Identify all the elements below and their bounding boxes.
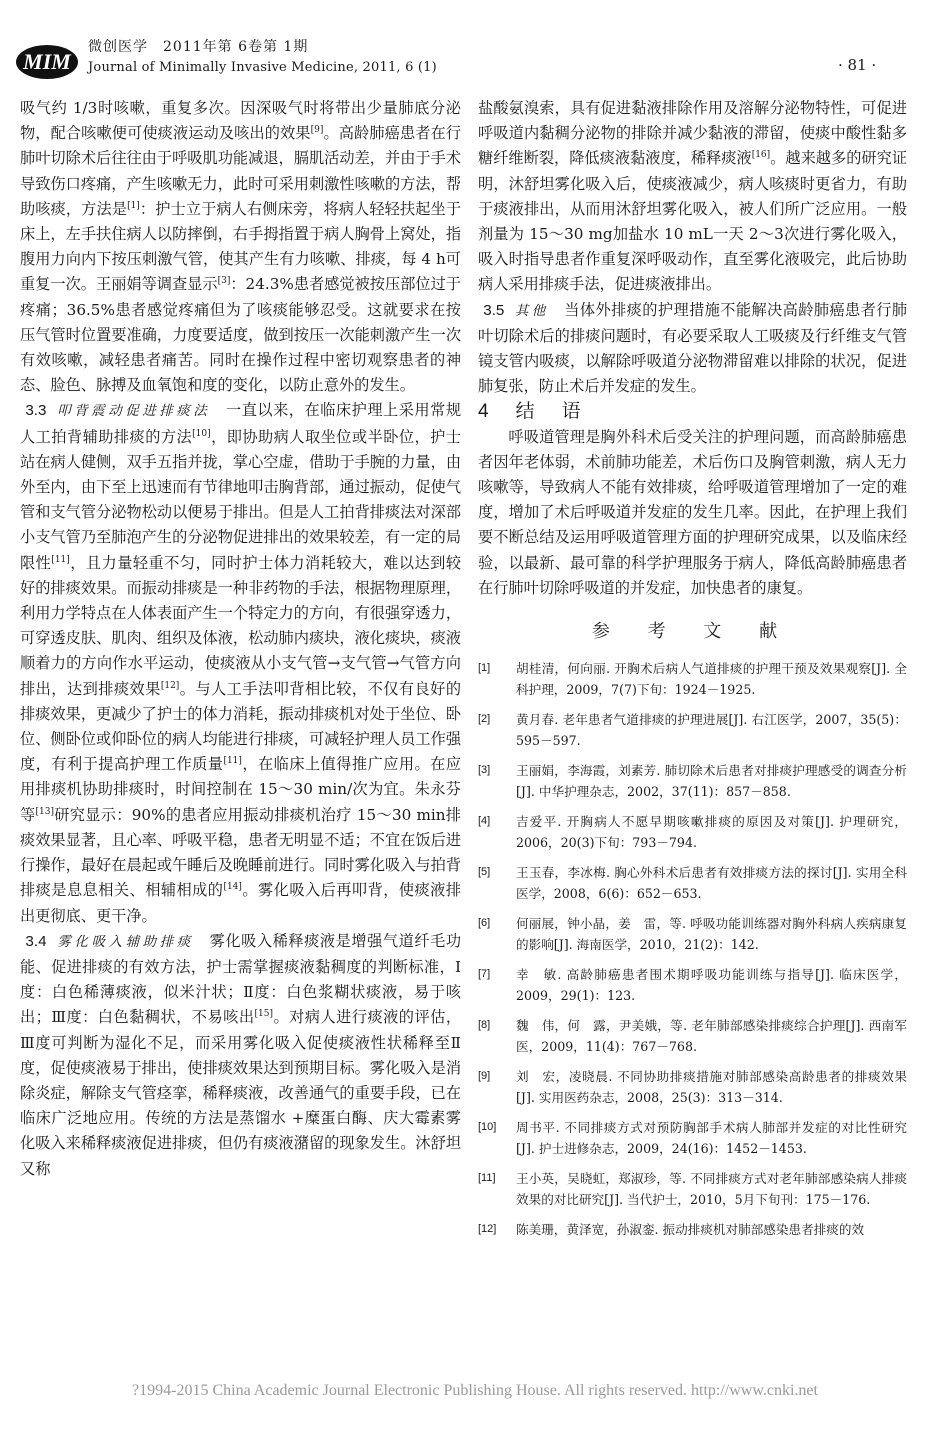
reference-item [478, 1219, 907, 1240]
copyright-footer: ?1994-2015 China Academic Journal Electronic Publishing House. All rights reserved. http://www.cnki.net [132, 1382, 818, 1399]
citation: [9] [310, 125, 324, 136]
reference-item [478, 709, 907, 751]
reference-text: 王玉春，李冰梅. 胸心外科术后患者有效排痰方法的探讨[J]. 实用全科医学，2008，6(6)：652－653. [516, 865, 907, 902]
reference-item [478, 658, 907, 700]
section-3-5: 3.5 其他 当体外排痰的护理措施不能解决高龄肺癌患者行肺叶切除术后的排痰问题时，有必要采取人工吸痰及行纤维支气管镜支管内吸痰，以解除呼吸道分泌物滞留难以排除的状况，促进肺复张，防止术后并发症的发生。 [478, 300, 908, 396]
reference-number: [2] [478, 713, 491, 726]
reference-item [478, 1168, 907, 1210]
references-heading: 参 考 文 献 [591, 621, 794, 643]
reference-number: [11] [478, 1172, 496, 1185]
reference-item [478, 1117, 907, 1159]
reference-item [478, 1015, 907, 1057]
references-list [478, 658, 907, 1240]
reference-text: 吉爱平. 开胸病人不愿早期咳嗽排痰的原因及对策[J]. 护理研究，2006，20(3)下旬：793－794. [516, 814, 907, 851]
section-title: 叩背震动促进排痰法 [57, 403, 211, 420]
paragraph-cough-method: 吸气约 1/3时咳嗽，重复多次。因深吸气时将带出少量肺底分泌物，配合咳嗽便可使痰液运动及咳出的效果[9]。高龄肺癌患者在行肺叶切除术后往往由于呼吸肌功能减退，膈肌活动差，并由于手术导致伤口疼痛，产生咳嗽无力，此时可采用刺激性咳嗽的方法，帮助咳痰，方法是[1]：护士立于病人右侧床旁，将病人轻轻扶起坐于床上，左手扶住病人以防摔倒，右手拇指置于病人胸骨上窝处，指腹用力向内下按压刺激气管，使其产生有力咳嗽、排痰，每 4 h可重复一次。王丽娟等调查显示[3]：24.3%患者感觉被按压部位过于疼痛；36.5%患者感觉疼痛但为了咳痰能够忍受。这就要求在按压气管时位置要准确，力度要适度，做到按压一次能刺激产生一次有效咳嗽，减轻患者痛苦。同时在操作过程中密切观察患者的神态、脸色、脉搏及血氧饱和度的变化，以防止意外的发生。 [20, 99, 462, 395]
citation: [13] [35, 806, 54, 817]
reference-item [478, 1066, 907, 1108]
citation: [1] [127, 200, 140, 211]
reference-text: 何丽展，钟小晶，姜 雷，等. 呼吸功能训练器对胸外科病人疾病康复的影响[J]. 海南医学，2010，21(2)：142. [516, 916, 907, 953]
reference-item [478, 964, 907, 1006]
citation: [10] [192, 428, 211, 439]
reference-number: [10] [478, 1121, 497, 1134]
left-column [20, 96, 461, 1182]
reference-text: 周书平. 不同排痰方式对预防胸部手术病人肺部并发症的对比性研究[J]. 护士进修杂志，2009，24(16)：1452－1453. [516, 1120, 907, 1157]
reference-text: 王丽娟，李海霞，刘素芳. 肺切除术后患者对排痰护理感受的调查分析[J]. 中华护理杂志，2002，37(11)：857－858. [516, 763, 907, 800]
reference-text: 陈美珊，黄泽宽，孙淑銮. 振动排痰机对肺部感染患者排痰的效 [516, 1222, 865, 1238]
journal-title-cn: 微创医学 2011年第 6卷第 1期 [88, 39, 309, 55]
reference-number: [6] [478, 917, 491, 930]
journal-logo [14, 38, 80, 82]
citation: [11] [223, 756, 242, 767]
citation: [14] [223, 882, 242, 893]
reference-number: [3] [478, 764, 491, 777]
section-3-4: 3.4 雾化吸入辅助排痰 雾化吸入稀释痰液是增强气道纤毛功能、促进排痰的有效方法，护士需掌握痰液黏稠度的判断标准，Ⅰ度：白色稀薄痰液，似米汁状；Ⅱ度：白色浆糊状痰液，易于咳出；Ⅲ度：白色黏稠状，不易咳出[15]。对病人进行痰液的评估，Ⅲ度可判断为湿化不足，而采用雾化吸入促使痰液性状稀释至Ⅱ度，促使痰液易于排出，使排痰效果达到预期目标。雾化吸入是消除炎症，解除支气管痉挛，稀释痰液，改善通气的重要手段，已在临床广泛地应用。传统的方法是蒸馏水 +糜蛋白酶、庆大霉素雾化吸入来稀释痰液促进排痰，但仍有痰液潴留的现象发生。沐舒坦又称 [20, 931, 462, 1178]
reference-number: [8] [478, 1019, 491, 1032]
reference-number: [9] [478, 1070, 491, 1083]
section-number: 3.3 [25, 402, 47, 420]
citation: [16] [751, 150, 771, 161]
reference-item [478, 862, 907, 904]
section-3-3: 3.3 叩背震动促进排痰法 一直以来，在临床护理上采用常规人工拍背辅助排痰的方法[10]，即协助病人取坐位或半卧位，护士站在病人健侧，双手五指并拢，掌心空虚，借助于手腕的力量，由外至内，由下至上迅速而有节律地叩击胸背部，通过振动，促使气管和支气管分泌物松动以便易于排出。但是人工拍背排痰法对深部小支气管乃至肺泡产生的分泌物促进排出的效果较差，有一定的局限性[11]，且力量轻重不匀，同时护士体力消耗较大，难以达到较好的排痰效果。而振动排痰是一种非药物的手法，根据物理原理，利用力学特点在人体表面产生一个特定力的方向，有很强穿透力，可穿透皮肤、肌肉、组织及体液，松动肺内痰块，液化痰块，痰液顺着力的方向作水平运动，使痰液从小支气管→支气管→气管方向排出，达到排痰效果[12]。与人工手法叩背相比较，不仅有良好的排痰效果，更减少了护士的体力消耗，振动排痰机对处于坐位、卧位、侧卧位或仰卧位的病人均能进行排痰，可减轻护理人员工作强度，有利于提高护理工作质量[11]，在临床上值得推广应用。在应用排痰机协助排痰时，时间控制在 15～30 min/次为宜。朱永芬等[13]研究显示：90%的患者应用振动排痰机治疗 15～30 min排痰效果显著，且心率、呼吸平稳，患者无明显不适；不宜在饭后进行操作，最好在晨起或午睡后及晚睡前进行。同时雾化吸入与拍背排痰是息息相关、相辅相成的[14]。雾化吸入后再叩背，使痰液排出更彻底、更干净。 [20, 401, 462, 925]
reference-number: [1] [478, 662, 491, 675]
citation: [3] [217, 276, 231, 287]
reference-number: [7] [478, 968, 491, 981]
reference-item [478, 811, 907, 853]
conclusion-paragraph: 呼吸道管理是胸外科术后受关注的护理问题，而高龄肺癌患者因年老体弱，术前肺功能差，术后伤口及胸管刺激，病人无力咳嗽等，导致病人不能有效排痰，给呼吸道管理增加了一定的难度，增加了术后呼吸道并发症的发生几率。因此，在护理上我们要不断总结及运用呼吸道管理方面的护理研究成果，以及临床经验，以最新、最可靠的科学护理服务于病人，降低高龄肺癌患者在行肺叶切除呼吸道的并发症，加快患者的康复。 [478, 427, 907, 597]
section-title: 其他 [514, 302, 549, 319]
reference-number: [5] [478, 866, 491, 879]
journal-title-en: Journal of Minimally Invasive Medicine, 2011, 6 (1) [88, 60, 437, 75]
citation: [15] [254, 1009, 273, 1020]
logo-text: MIM [23, 49, 71, 74]
page-number: · 81 · [838, 56, 877, 74]
reference-text: 王小英，吴晓虹，郑淑珍，等. 不同排痰方式对老年肺部感染病人排痰效果的对比研究[J]. 当代护士，2010，5月下旬刊：175－176. [516, 1171, 907, 1208]
reference-item [478, 913, 907, 955]
reference-text: 黄月春. 老年患者气道排痰的护理进展[J]. 右江医学，2007，35(5)：595－597. [516, 712, 907, 749]
right-column [478, 96, 907, 1249]
section-number: 3.5 [483, 301, 505, 319]
reference-text: 魏 伟，何 露，尹美娥，等. 老年肺部感染排痰综合护理[J]. 西南军医，2009，11(4)：767－768. [516, 1018, 907, 1055]
reference-number: [4] [478, 815, 491, 828]
section-title: 雾化吸入辅助排痰 [57, 933, 194, 950]
reference-text: 幸 敏. 高龄肺癌患者围术期呼吸功能训练与指导[J]. 临床医学，2009，29(1)：123. [516, 967, 907, 1004]
citation: [12] [160, 680, 180, 691]
reference-text: 胡桂清，何向丽. 开胸术后病人气道排痰的护理干预及效果观察[J]. 全科护理，2009，7(7)下旬：1924－1925. [516, 661, 907, 698]
citation: [11] [51, 554, 70, 565]
reference-item [478, 760, 907, 802]
section-number: 3.4 [25, 932, 47, 950]
section-4-heading: 4 结 语 [478, 401, 585, 423]
reference-text: 刘 宏，凌晓晨. 不同协助排痰措施对肺部感染高龄患者的排痰效果[J]. 实用医药杂志，2008，25(3)：313－314. [516, 1069, 907, 1106]
reference-number: [12] [478, 1223, 497, 1236]
paragraph-ambroxol: 盐酸氨溴索，具有促进黏液排除作用及溶解分泌物特性，可促进呼吸道内黏稠分泌物的排除并减少黏液的滞留，使痰中酸性黏多糖纤维断裂，降低痰液黏液度，稀释痰液[16]。越来越多的研究证明，沐舒坦雾化吸入后，使痰液减少，病人咳痰时更省力，有助于痰液排出，从而用沐舒坦雾化吸入，被人们所广泛应用。一般剂量为 15～30 mg加盐水 10 mL一天 2～3次进行雾化吸入，吸入时指导患者作重复深呼吸动作，直至雾化液吸完，此后协助病人采用排痰手法，促进痰液排出。 [478, 99, 908, 294]
